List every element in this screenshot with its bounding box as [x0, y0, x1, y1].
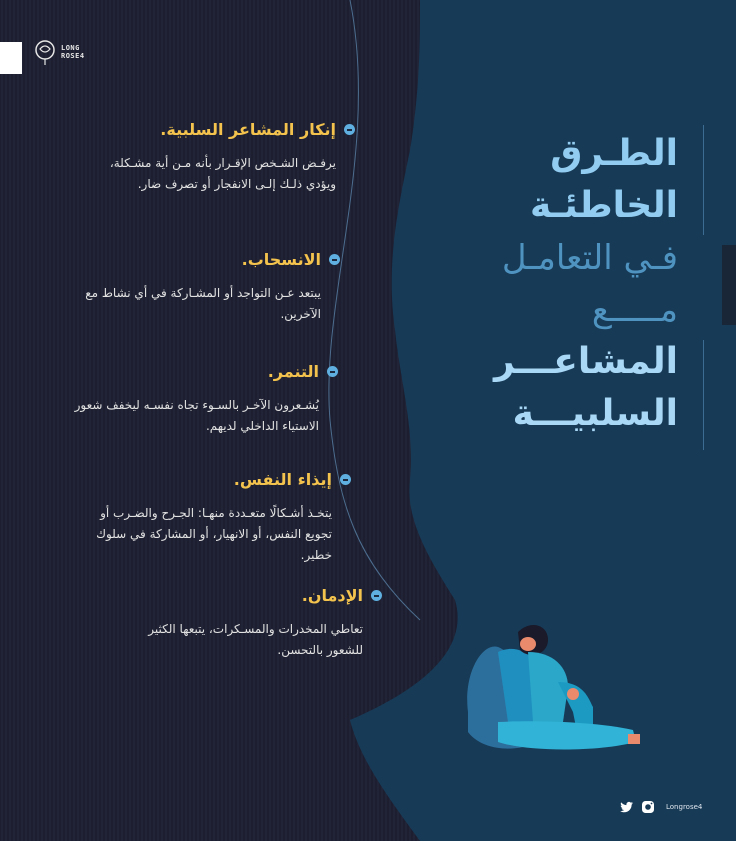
list-item	[62, 586, 382, 661]
brand-logo	[33, 38, 85, 66]
item-description: يتخـذ أشـكالًا متعـددة منهـا: الجـرح والضـرب أو تجويع النفس، أو الانهيار، أو المشاركة في سلوك خطير.	[96, 506, 332, 562]
list-item	[38, 362, 338, 437]
logo-text	[61, 44, 85, 60]
divider-line	[703, 340, 704, 450]
item-title: الانسحاب.	[241, 250, 321, 269]
minus-circle-icon	[344, 124, 355, 135]
item-heading	[40, 250, 340, 269]
list-item	[40, 250, 340, 325]
title-line-5: المشاعـــر	[493, 341, 678, 382]
title-line-3: فـي التعامـل	[501, 238, 678, 278]
item-description: يُشـعرون الآخـر بالسـوء تجاه نفسـه ليخفف شعور الاستياء الداخلي لديهم.	[74, 398, 319, 433]
title-line-2: الخاطئـة	[529, 185, 678, 226]
item-title: إنكار المشاعر السلبية.	[160, 120, 336, 139]
item-heading	[55, 120, 355, 139]
instagram-icon[interactable]	[641, 800, 655, 814]
divider-line	[703, 125, 704, 235]
item-heading	[38, 362, 338, 381]
item-title: الإدمان.	[301, 586, 363, 605]
item-title: التنمر.	[267, 362, 319, 381]
minus-circle-icon	[329, 254, 340, 265]
item-description: يرفـض الشـخص الإقـرار بأنه مـن أية مشـكلة، ويؤدي ذلـك إلـى الانفجار أو تصرف ضار.	[109, 156, 336, 191]
title-line-1: الطـرق	[550, 133, 678, 174]
twitter-icon[interactable]	[620, 800, 634, 814]
list-item	[55, 120, 355, 195]
item-title: إيذاء النفس.	[233, 470, 332, 489]
title-line-4: مـــــع	[591, 290, 678, 330]
title-line-6: السلبيـــة	[512, 393, 678, 434]
side-tab	[722, 245, 736, 325]
item-description: يبتعد عـن التواجد أو المشـاركة في أي نشاط مع الآخرين.	[85, 286, 321, 321]
list-item	[51, 470, 351, 566]
rose-logo-icon	[33, 38, 57, 66]
minus-circle-icon	[340, 474, 351, 485]
social-handle[interactable]: Longrose4	[666, 803, 703, 811]
minus-circle-icon	[327, 366, 338, 377]
social-links	[620, 800, 702, 814]
minus-circle-icon	[371, 590, 382, 601]
main-title	[438, 128, 678, 440]
logo-line-2: ROSE4	[61, 52, 85, 60]
sad-person-illustration	[458, 612, 648, 762]
item-description: تعاطي المخدرات والمسـكرات، يتبعها الكثير للشعور بالتحسن.	[148, 622, 363, 657]
item-heading	[62, 586, 382, 605]
logo-line-1: LONG	[61, 44, 80, 52]
item-heading	[51, 470, 351, 489]
corner-tab	[0, 42, 22, 74]
